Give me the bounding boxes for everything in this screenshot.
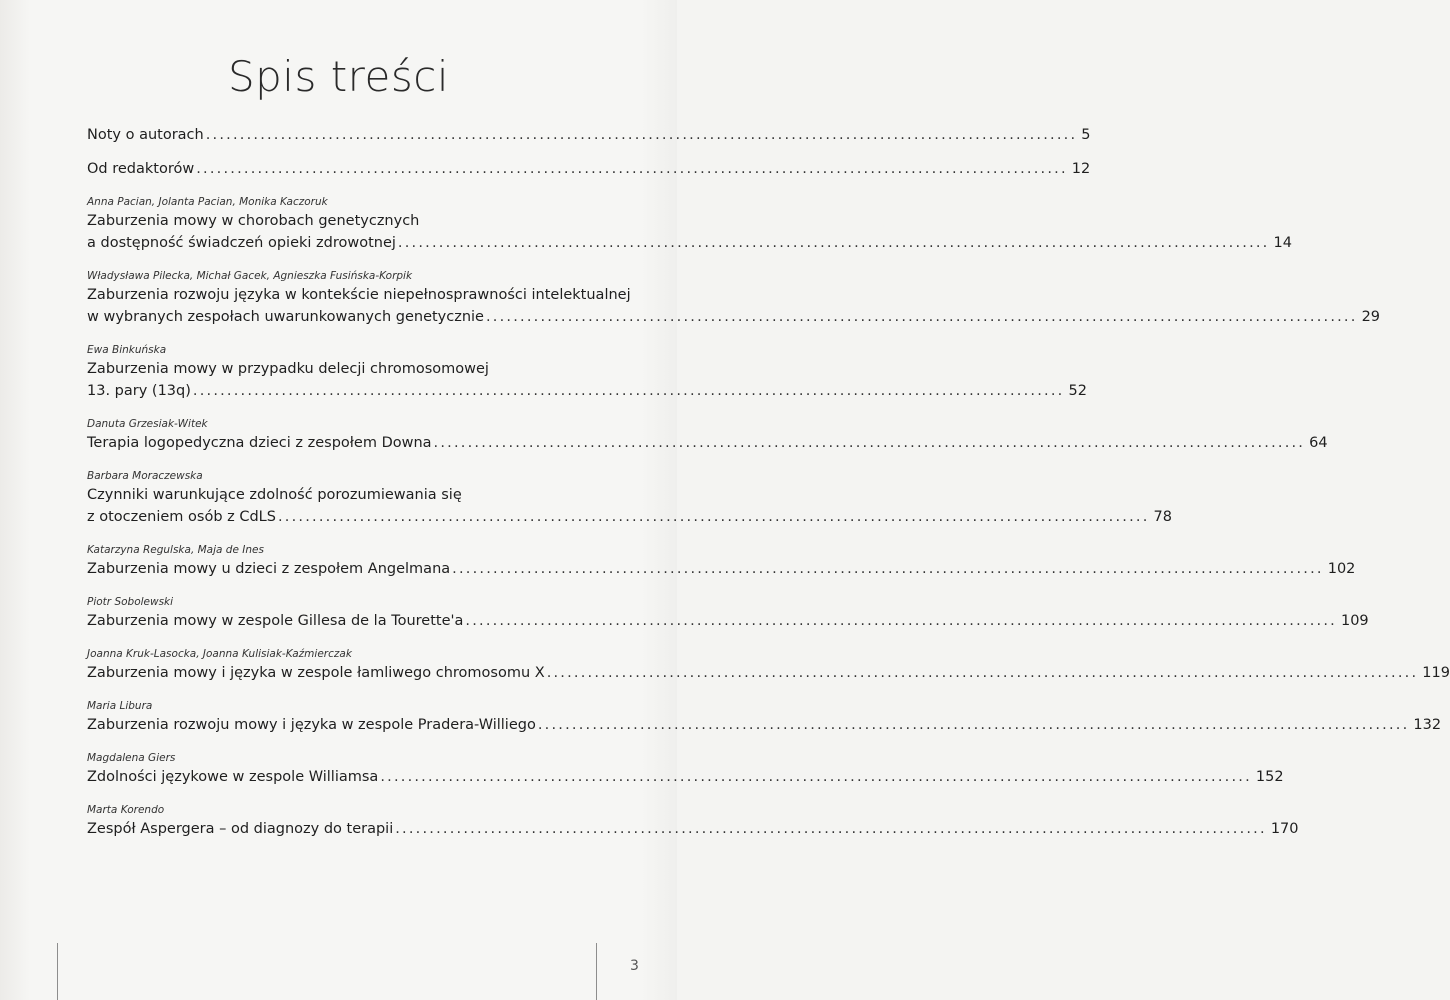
toc-last-line[interactable] xyxy=(87,558,1356,580)
toc-entry[interactable] xyxy=(87,194,1292,254)
toc-authors: Maria Libura xyxy=(87,700,153,712)
toc-authors: Katarzyna Regulska, Maja de Ines xyxy=(87,544,264,556)
toc-page-number: 170 xyxy=(1270,821,1299,837)
toc-entry[interactable] xyxy=(87,698,1442,736)
toc-last-line[interactable] xyxy=(87,380,1087,402)
toc-entry-title-cont: a dostępność świadczeń opieki zdrowotnej xyxy=(87,235,396,251)
leader-dots: ................................................................................................................................ xyxy=(205,127,1078,143)
table-of-contents xyxy=(87,124,1450,840)
leader-dots: ................................................................................................................................ xyxy=(546,665,1419,681)
page-number: 3 xyxy=(630,958,639,974)
toc-authors: Danuta Grzesiak-Witek xyxy=(87,418,208,430)
toc-entry-title-cont: z otoczeniem osób z CdLS xyxy=(87,509,276,525)
leader-dots: ................................................................................................................................ xyxy=(452,561,1324,577)
leader-dots: ................................................................................................................................ xyxy=(395,821,1267,837)
toc-entry-title-cont: w wybranych zespołach uwarunkowanych genetycznie xyxy=(87,309,484,325)
toc-page-number: 29 xyxy=(1361,309,1381,325)
toc-page-number: 152 xyxy=(1255,769,1284,785)
toc-entry-title: Zaburzenia mowy i języka w zespole łamliwego chromosomu X xyxy=(87,665,545,681)
toc-entry-title: Zaburzenia mowy w chorobach genetycznych xyxy=(87,213,420,229)
toc-last-line[interactable] xyxy=(87,124,1091,146)
toc-authors: Magdalena Giers xyxy=(87,752,176,764)
toc-entry[interactable] xyxy=(87,594,1369,632)
toc-page-number: 132 xyxy=(1413,717,1442,733)
toc-last-line[interactable] xyxy=(87,158,1091,180)
leader-dots: ................................................................................................................................ xyxy=(465,613,1337,629)
toc-entry[interactable] xyxy=(87,124,1091,146)
toc-entry-title: Zaburzenia mowy u dzieci z zespołem Angelmana xyxy=(87,561,451,577)
toc-authors: Ewa Binkuńska xyxy=(87,344,167,356)
toc-page-number: 52 xyxy=(1068,383,1087,399)
toc-entry[interactable] xyxy=(87,416,1328,454)
toc-entry-title: Noty o autorach xyxy=(87,127,204,143)
toc-authors: Marta Korendo xyxy=(87,804,165,816)
toc-last-line[interactable] xyxy=(87,766,1284,788)
toc-entry[interactable] xyxy=(87,468,1172,528)
page-title: Spis treści xyxy=(227,52,450,101)
toc-entry-title: Od redaktorów xyxy=(87,161,195,177)
toc-last-line[interactable] xyxy=(87,610,1369,632)
toc-last-line[interactable] xyxy=(87,506,1172,528)
toc-entry-title: Zaburzenia mowy w przypadku delecji chromosomowej xyxy=(87,361,489,377)
toc-entry-title: Zespół Aspergera – od diagnozy do terapii xyxy=(87,821,394,837)
leader-dots: ................................................................................................................................ xyxy=(380,769,1252,785)
footer-divider-right xyxy=(596,943,597,1000)
toc-authors: Piotr Sobolewski xyxy=(87,596,174,608)
toc-entry-title: Zaburzenia rozwoju mowy i języka w zespole Pradera-Williego xyxy=(87,717,536,733)
leader-dots: ................................................................................................................................ xyxy=(485,309,1358,325)
toc-page-number: 14 xyxy=(1273,235,1292,251)
toc-authors: Joanna Kruk-Lasocka, Joanna Kulisiak-Kaźmierczak xyxy=(87,648,352,660)
toc-entry-title: Zaburzenia rozwoju języka w kontekście niepełnosprawności intelektualnej xyxy=(87,287,631,303)
toc-entry-title: Zdolności językowe w zespole Williamsa xyxy=(87,769,379,785)
footer-divider-left xyxy=(57,943,58,1000)
toc-page-number: 12 xyxy=(1071,161,1091,177)
leader-dots: ................................................................................................................................ xyxy=(397,235,1270,251)
toc-page-number: 109 xyxy=(1340,613,1369,629)
toc-last-line[interactable] xyxy=(87,714,1442,736)
toc-last-line[interactable] xyxy=(87,306,1381,328)
toc-page-number: 102 xyxy=(1327,561,1356,577)
toc-authors: Anna Pacian, Jolanta Pacian, Monika Kaczoruk xyxy=(87,196,328,208)
toc-last-line[interactable] xyxy=(87,818,1299,840)
leader-dots: ................................................................................................................................ xyxy=(433,435,1306,451)
toc-entry-title: Terapia logopedyczna dzieci z zespołem Downa xyxy=(87,435,432,451)
toc-entry[interactable] xyxy=(87,542,1356,580)
toc-entry[interactable] xyxy=(87,646,1450,684)
toc-last-line[interactable] xyxy=(87,432,1328,454)
toc-entry[interactable] xyxy=(87,802,1299,840)
leader-dots: ................................................................................................................................ xyxy=(277,509,1150,525)
toc-entry[interactable] xyxy=(87,268,1381,328)
toc-authors: Władysława Pilecka, Michał Gacek, Agnieszka Fusińska-Korpik xyxy=(87,270,413,282)
toc-authors: Barbara Moraczewska xyxy=(87,470,203,482)
toc-page-number: 5 xyxy=(1081,127,1091,143)
toc-entry-title: Czynniki warunkujące zdolność porozumiewania się xyxy=(87,487,462,503)
leader-dots: ................................................................................................................................ xyxy=(537,717,1410,733)
leader-dots: ................................................................................................................................ xyxy=(192,383,1065,399)
toc-page-number: 64 xyxy=(1309,435,1328,451)
leader-dots: ................................................................................................................................ xyxy=(196,161,1068,177)
toc-page-number: 119 xyxy=(1422,665,1450,681)
toc-entry[interactable] xyxy=(87,750,1284,788)
toc-last-line[interactable] xyxy=(87,662,1450,684)
toc-entry[interactable] xyxy=(87,158,1091,180)
toc-last-line[interactable] xyxy=(87,232,1292,254)
toc-page-number: 78 xyxy=(1153,509,1172,525)
toc-entry-title: Zaburzenia mowy w zespole Gillesa de la Tourette'a xyxy=(87,613,464,629)
toc-entry-title-cont: 13. pary (13q) xyxy=(87,383,191,399)
toc-entry[interactable] xyxy=(87,342,1087,402)
